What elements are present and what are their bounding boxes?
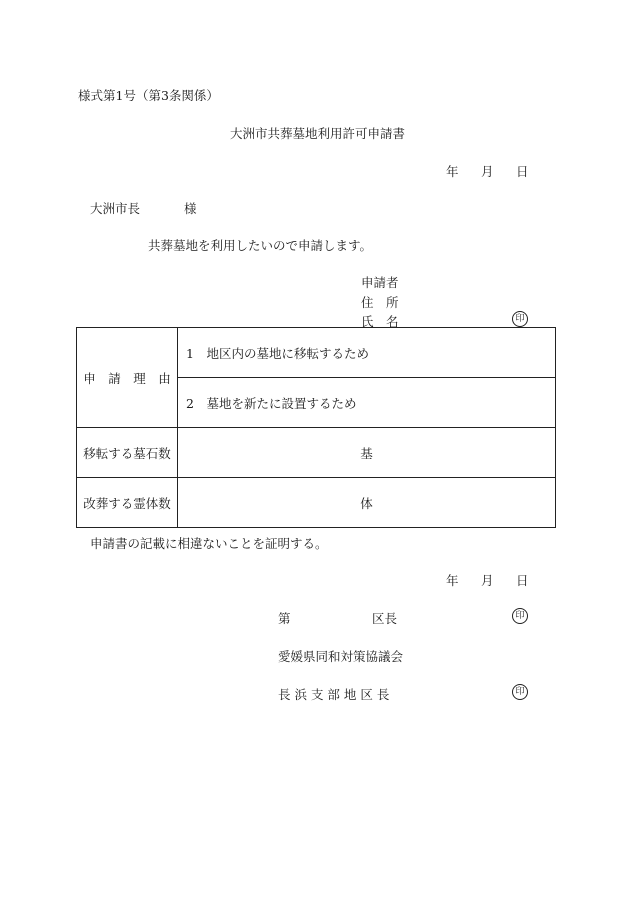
addressee-honorific: 様 <box>184 201 197 216</box>
date-month: 月 <box>481 164 494 179</box>
applicant-heading: 申請者 <box>361 275 399 290</box>
form-number: 様式第1号（第3条関係） <box>78 88 219 103</box>
district-seal-icon: 印 <box>512 608 528 624</box>
move-count-unit: 基 <box>178 428 556 478</box>
cert-date-day: 日 <box>516 573 529 588</box>
reason-label: 申 請 理 由 <box>77 328 178 428</box>
date-year: 年 <box>446 164 459 179</box>
addressee-mayor: 大洲市長 <box>90 201 141 216</box>
district-suffix: 区長 <box>372 611 398 626</box>
document-title: 大洲市共葬墓地利用許可申請書 <box>230 126 406 141</box>
applicant-name-label: 氏 名 <box>361 314 399 329</box>
move-count-label: 移転する墓石数 <box>77 428 178 478</box>
reason-option-2: 2 墓地を新たに設置するため <box>178 378 556 428</box>
applicant-address-label: 住 所 <box>361 295 399 310</box>
date-day: 日 <box>516 164 529 179</box>
bury-count-label: 改葬する霊体数 <box>77 478 178 528</box>
district-prefix: 第 <box>278 611 291 626</box>
application-table <box>76 327 556 528</box>
branch-seal-icon: 印 <box>512 684 528 700</box>
reason-option-1: 1 地区内の墓地に移転するため <box>178 328 556 378</box>
bury-count-unit: 体 <box>178 478 556 528</box>
request-statement: 共葬墓地を利用したいので申請します。 <box>148 238 373 253</box>
applicant-seal-icon: 印 <box>512 311 528 327</box>
certification-text: 申請書の記載に相違ないことを証明する。 <box>90 536 328 551</box>
branch-head: 長 浜 支 部 地 区 長 <box>278 687 390 702</box>
cert-date-month: 月 <box>481 573 494 588</box>
cert-date-year: 年 <box>446 573 459 588</box>
council-name: 愛媛県同和対策協議会 <box>278 649 404 664</box>
